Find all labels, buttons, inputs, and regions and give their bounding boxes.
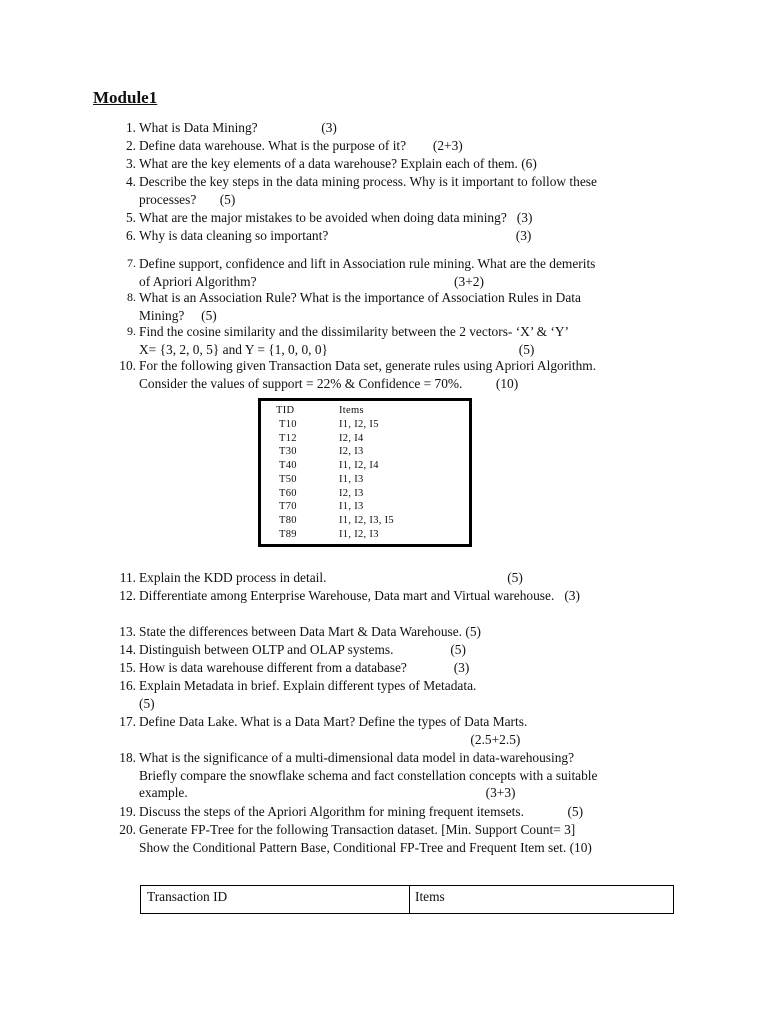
question-number: 17. bbox=[119, 714, 136, 729]
question-number: 3. bbox=[125, 156, 136, 171]
question-text: Generate FP-Tree for the following Transaction dataset. [Min. Support Count= 3] bbox=[139, 822, 576, 837]
tx-header-tid: TID bbox=[276, 405, 295, 416]
tx-cell-tid: T70 bbox=[279, 501, 297, 513]
question-number: 13. bbox=[119, 624, 136, 639]
tx-header-items: Items bbox=[339, 405, 364, 416]
question-text: Why is data cleaning so important? (3) bbox=[139, 228, 532, 243]
tx-cell-items: I1, I2, I3 bbox=[339, 528, 379, 540]
question-number: 18. bbox=[119, 750, 136, 765]
tx-cell-tid: T30 bbox=[279, 446, 297, 458]
question-number: 10. bbox=[119, 358, 136, 373]
question-text: What are the major mistakes to be avoided when doing data mining? (3) bbox=[139, 210, 533, 225]
question-number: 6. bbox=[125, 228, 136, 243]
question-text: processes? (5) bbox=[139, 191, 236, 207]
question-text: Explain the KDD process in detail. (5) bbox=[139, 570, 523, 585]
question-text: What is an Association Rule? What is the importance of Association Rules in Data bbox=[139, 290, 581, 305]
fp-transaction-table bbox=[140, 885, 674, 914]
tx-cell-tid: T12 bbox=[279, 432, 297, 444]
module-title: Module1 bbox=[93, 88, 158, 107]
question-number: 14. bbox=[119, 642, 136, 657]
question-text: Describe the key steps in the data mining process. Why is it important to follow these bbox=[139, 174, 597, 189]
question-text: Explain Metadata in brief. Explain different types of Metadata. bbox=[139, 678, 477, 693]
tx-cell-tid: T89 bbox=[279, 528, 297, 540]
question-text: State the differences between Data Mart & Data Warehouse. (5) bbox=[139, 624, 481, 639]
tx-cell-tid: T80 bbox=[279, 514, 297, 526]
question-number: 12. bbox=[119, 588, 136, 603]
question-number: 1. bbox=[125, 120, 136, 135]
question-number: 16. bbox=[119, 678, 136, 693]
question-number: 9. bbox=[127, 324, 136, 338]
tx-cell-items: I2, I3 bbox=[339, 446, 364, 458]
tx-cell-tid: T40 bbox=[279, 460, 297, 472]
question-text: What is Data Mining? (3) bbox=[139, 120, 337, 135]
question-number: 15. bbox=[119, 660, 136, 675]
question-text: X= {3, 2, 0, 5} and Y = {1, 0, 0, 0} (5) bbox=[139, 341, 535, 357]
question-text: Consider the values of support = 22% & Confidence = 70%. (10) bbox=[139, 375, 519, 391]
question-number: 2. bbox=[125, 138, 136, 153]
question-number: 19. bbox=[119, 804, 136, 819]
question-text: (5) bbox=[139, 695, 155, 711]
question-text: (2.5+2.5) bbox=[139, 731, 521, 747]
question-text: example. (3+3) bbox=[139, 785, 516, 801]
tx-cell-items: I1, I2, I5 bbox=[339, 419, 379, 430]
tx-cell-tid: T50 bbox=[279, 473, 297, 485]
question-text: Differentiate among Enterprise Warehouse, Data mart and Virtual warehouse. (3) bbox=[139, 588, 580, 603]
tx-cell-items: I2, I4 bbox=[339, 432, 364, 444]
tx-cell-items: I1, I2, I3, I5 bbox=[339, 514, 394, 526]
question-text: Define data warehouse. What is the purpose of it? (2+3) bbox=[139, 138, 463, 153]
question-text: Find the cosine similarity and the dissimilarity between the 2 vectors- ‘X’ & ‘Y’ bbox=[139, 324, 570, 339]
tx-cell-items: I1, I3 bbox=[339, 501, 364, 513]
question-text: Define Data Lake. What is a Data Mart? Define the types of Data Marts. bbox=[139, 714, 528, 729]
fp-table-divider bbox=[409, 886, 410, 913]
tx-cell-tid: T60 bbox=[279, 487, 297, 499]
question-text: Distinguish between OLTP and OLAP systems. (5) bbox=[139, 642, 466, 657]
tx-cell-items: I1, I3 bbox=[339, 473, 364, 485]
question-number: 11. bbox=[119, 570, 136, 585]
question-number: 5. bbox=[125, 210, 136, 225]
question-text: Show the Conditional Pattern Base, Conditional FP-Tree and Frequent Item set. (10) bbox=[139, 839, 592, 855]
tx-cell-tid: T10 bbox=[279, 419, 297, 430]
question-text: of Apriori Algorithm? (3+2) bbox=[139, 273, 484, 289]
question-text: Briefly compare the snowflake schema and fact constellation concepts with a suitable bbox=[139, 767, 598, 783]
question-text: Mining? (5) bbox=[139, 307, 217, 323]
question-number: 8. bbox=[127, 290, 136, 304]
question-text: What is the significance of a multi-dimensional data model in data-warehousing? bbox=[139, 750, 575, 765]
question-text: Define support, confidence and lift in Association rule mining. What are the demerits bbox=[139, 256, 596, 271]
tx-cell-items: I1, I2, I4 bbox=[339, 460, 379, 472]
transaction-table bbox=[258, 398, 472, 547]
fp-header-items: Items bbox=[415, 889, 445, 904]
question-number: 4. bbox=[125, 174, 136, 189]
question-text: How is data warehouse different from a database? (3) bbox=[139, 660, 470, 675]
question-text: Discuss the steps of the Apriori Algorithm for mining frequent itemsets. (5) bbox=[139, 804, 584, 819]
question-text: For the following given Transaction Data set, generate rules using Apriori Algorithm. bbox=[139, 358, 597, 373]
fp-header-transaction-id: Transaction ID bbox=[147, 889, 228, 904]
question-number: 20. bbox=[119, 822, 136, 837]
tx-cell-items: I2, I3 bbox=[339, 487, 364, 499]
question-text: What are the key elements of a data warehouse? Explain each of them. (6) bbox=[139, 156, 537, 171]
question-number: 7. bbox=[127, 256, 136, 270]
